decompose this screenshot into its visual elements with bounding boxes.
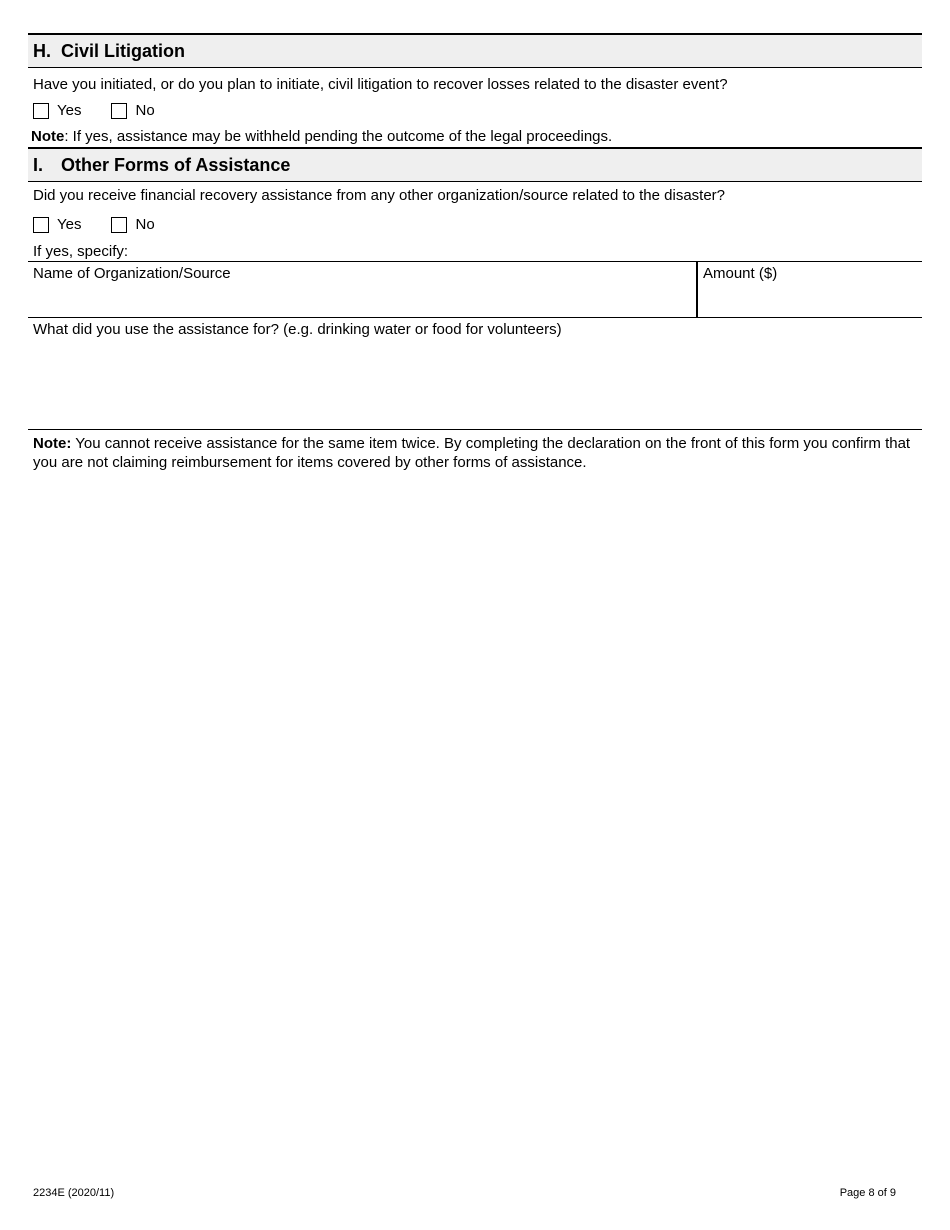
section-h-no-option[interactable] [111, 102, 154, 119]
section-i-letter: I. [33, 154, 44, 175]
organization-name-label: Name of Organization/Source [33, 265, 231, 282]
section-i-yes-checkbox[interactable] [33, 217, 49, 233]
page-number: Page 8 of 9 [839, 1187, 896, 1199]
section-h-yes-option[interactable] [33, 102, 81, 119]
section-h-no-label: No [135, 102, 155, 119]
assistance-table-row [28, 261, 922, 318]
section-i-header [28, 147, 922, 182]
section-h-question: Have you initiated, or do you plan to initiate, civil litigation to recover losses related to the disaster event? [33, 76, 728, 93]
assistance-use-label: What did you use the assistance for? (e.g. drinking water or food for volunteers) [33, 321, 562, 338]
section-h-note [28, 128, 922, 147]
assistance-use-field[interactable] [28, 318, 922, 430]
section-i-no-checkbox[interactable] [111, 217, 127, 233]
section-i-options [28, 216, 922, 233]
section-i-note-bold: Note: [33, 435, 72, 452]
form-page [28, 33, 922, 472]
form-code: 2234E (2020/11) [33, 1187, 115, 1199]
amount-field[interactable] [698, 262, 922, 317]
section-i-question: Did you receive financial recovery assistance from any other organization/source related to the disaster? [33, 187, 726, 204]
section-h-note-text: : If yes, assistance may be withheld pending the outcome of the legal proceedings. [64, 128, 613, 145]
section-h-yes-label: Yes [57, 102, 82, 119]
section-i-no-option[interactable] [111, 216, 154, 233]
section-h-no-checkbox[interactable] [111, 103, 127, 119]
section-h-title: Civil Litigation [61, 40, 185, 61]
section-h-header [28, 33, 922, 68]
section-h-letter: H. [33, 40, 51, 61]
section-h-yes-checkbox[interactable] [33, 103, 49, 119]
section-i-yes-option[interactable] [33, 216, 81, 233]
amount-label: Amount ($) [703, 265, 778, 282]
section-i-title: Other Forms of Assistance [61, 154, 291, 175]
section-h-options [28, 102, 922, 119]
section-i-note [28, 430, 922, 472]
section-i-yes-label: Yes [57, 216, 82, 233]
section-i-if-yes: If yes, specify: [33, 243, 129, 260]
section-h-note-bold: Note [31, 128, 65, 145]
section-i-note-text: You cannot receive assistance for the same item twice. By completing the declaration on the front of this form you confirm that you are not claiming reimbursement for items covered by other forms of assistance. [33, 435, 911, 471]
organization-name-field[interactable] [28, 262, 698, 317]
section-i-no-label: No [135, 216, 155, 233]
